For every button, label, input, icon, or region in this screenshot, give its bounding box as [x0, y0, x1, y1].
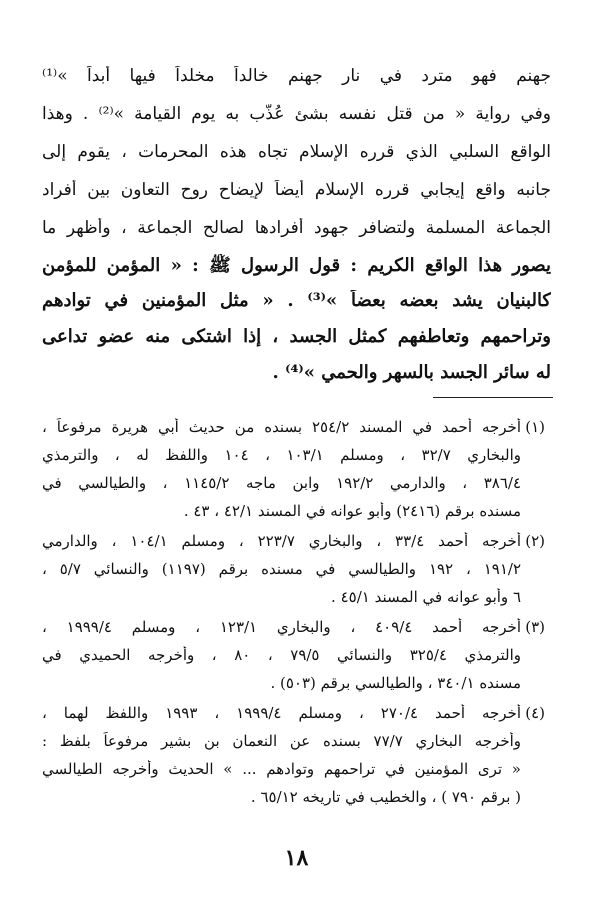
body-line-8: وتراحمهم وتعاطفهم كمثل الجسد ، إذا اشتكى منه عضو تداعى [42, 326, 551, 347]
footnote-3-number: (٣) [525, 618, 545, 636]
footnote-1-line-3: ٣٨٦/٤ ، والدارمي ١٩٢/٢ وابن ماجه ١١٤٥/٢ ، والطيالسي في [42, 474, 521, 492]
body-line-4: جانبه واقع إيجابي قرره الإسلام أيضاً لإيضاح روح التعاون بين أفراد [42, 180, 551, 200]
footnote-4-line-1: أخرجه أحمد ٢٧٠/٤ ، ومسلم ١٩٩٩/٤ ، ١٩٩٣ واللفظ لهما ، [42, 704, 521, 722]
body-line-9: له سائر الجسد بالسهر والحمي »⁽⁴⁾ . [272, 362, 551, 383]
body-line-7: كالبنيان يشد بعضه بعضاً »⁽³⁾ . « مثل المؤمنين في توادهم [42, 290, 551, 311]
footnote-1-line-2: والبخاري ٣٢/٧ ، ومسلم ١٠٣/١ ، ١٠٤ واللفظ له ، والترمذي [42, 446, 521, 464]
footnote-4-line-4: ( برقم ٧٩٠ ) ، والخطيب في تاريخه ٦٥/١٢ . [250, 788, 521, 806]
footnote-1-line-4: مسنده برقم (٢٤١٦) وأبو عوانه في المسند ٤٢/١ ، ٤٣ . [183, 502, 521, 520]
footnote-2-line-1: أخرجه أحمد ٣٣/٤ ، والبخاري ٢٢٣/٧ ، ومسلم ١٠٤/١ ، والدارمي [42, 532, 521, 550]
footnote-2-line-2: ١٩١/٢ ، ١٩٢ والطيالسي في مسنده برقم (١١٩٧) والنسائي ٥/٧ ، [42, 560, 521, 578]
footnote-4-number: (٤) [525, 704, 545, 722]
body-line-1: جهنم فهو مترد في نار جهنم خالداً مخلداً فيها أبداً »⁽¹⁾ [42, 66, 551, 86]
footnote-1-number: (١) [525, 418, 545, 436]
footnote-1-line-1: أخرجه أحمد في المسند ٢٥٤/٢ بسنده من حديث أبي هريرة مرفوعاً ، [42, 418, 521, 436]
footnote-2-number: (٢) [525, 532, 545, 550]
body-line-6: يصور هذا الواقع الكريم : قول الرسول ﷺ : « المؤمن للمؤمن [42, 255, 551, 276]
footnote-3-line-1: أخرجه أحمد ٤٠٩/٤ ، والبخاري ١٢٣/١ ، ومسلم ١٩٩٩/٤ ، [42, 618, 521, 636]
footnote-4-line-2: وأخرجه البخاري ٧٧/٧ بسنده عن النعمان بن بشير مرفوعاً بلفظ : [42, 732, 521, 750]
footnote-3-line-2: والترمذي ٣٢٥/٤ والنسائي ٧٩/٥ ، ٨٠ ، وأخرجه الحميدي في [42, 646, 521, 664]
footnote-2-line-3: ٦ وأبو عوانه في المسند ٤٥/١ . [331, 588, 521, 606]
page-number: ١٨ [284, 845, 309, 871]
footnote-4-line-3: « ترى المؤمنين في تراحمهم وتوادهم ... » الحديث وأخرجه الطيالسي [42, 760, 521, 778]
footnote-3-line-3: مسنده ٣٤٠/١ ، والطيالسي برقم (٥٠٣) . [270, 674, 521, 692]
footnote-separator [433, 397, 553, 398]
body-line-5: الجماعة المسلمة ولتضافر جهود أفرادها لصالح الجماعة ، وأظهر ما [42, 218, 551, 238]
body-line-2: وفي رواية « من قتل نفسه بشئ عُذّب به يوم القيامة »⁽²⁾ . وهذا [42, 104, 551, 124]
body-line-3: الواقع السلبي الذي قرره الإسلام تجاه هذه المحرمات ، يقوم إلى [42, 142, 551, 162]
